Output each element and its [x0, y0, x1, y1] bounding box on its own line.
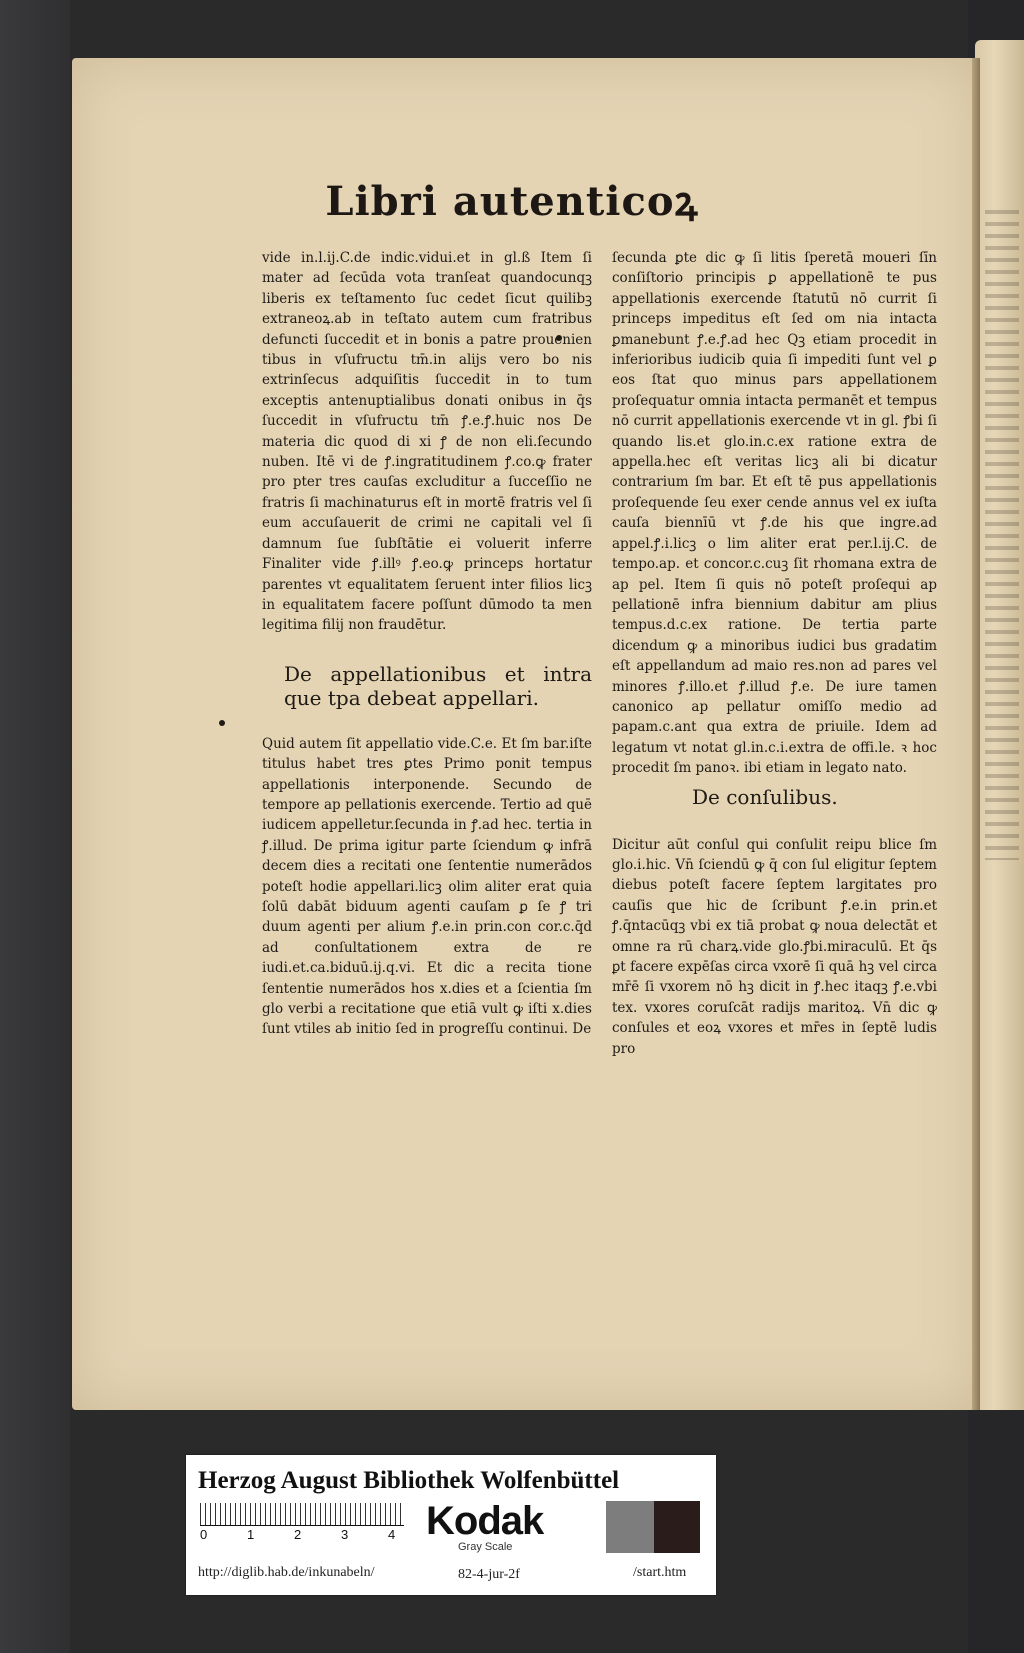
scanner-backdrop-left: [0, 0, 70, 1653]
kodak-logo: Kodak: [426, 1499, 544, 1543]
ruler-number: 3: [341, 1527, 349, 1542]
black-patch: [654, 1501, 700, 1553]
section-heading-consulibus: De conſulibus.: [692, 784, 838, 809]
ruler-number: 2: [294, 1527, 302, 1542]
color-target-card: [186, 1455, 716, 1595]
shelfmark: 82-4-jur-2f: [458, 1567, 520, 1582]
adjacent-page-text-edge: [985, 210, 1019, 860]
start-page-url: /start.htm: [633, 1565, 687, 1580]
section-heading-appellationibus: De appellationibus et intra que tpa debeat appellari.: [284, 661, 592, 710]
ruler-number: 4: [388, 1527, 396, 1542]
left-column: [262, 248, 592, 1040]
left-paragraph-2: Quid autem ſit appellatio vide.C.e. Et ſm bar.iſte titulus habet tres ꝑtes Primo ponit tempus appellationis interponende. Secundo de tempore ap pellationis exercende. Tertio ad quē iudicem appelletur.ſecunda in ꝭ.ad hec. tertia in ꝭ.illud. De prima igitur parte ſciendum ꝙ infrā decem dies a recitati one ſententie numerādos poteſt hodie appellari.licꝫ olim aliter erat quia ſolū dabāt biduum agenti cauſam ꝑ ſe ꝭ tri duum agenti per alium ꝭ.e.in prin.con cor.c.q̄d ad conſultationem extra de re iudi.et.ca.biduū.ij.q.vi. Et dic a recita tione ſententie numerādos hos x.dies et a ſcientia ſm glo verbi a recitatione que etiā vult ꝙ iſti x.dies ſunt vtiles ab initio ſed in progreſſu continui. De: [262, 735, 592, 1038]
institution-name: Herzog August Bibliothek Wolfenbüttel: [198, 1467, 620, 1494]
digital-library-url: http://diglib.hab.de/inkunabeln/: [198, 1565, 375, 1580]
gray-scale-label: Gray Scale: [458, 1541, 513, 1553]
right-paragraph-2: Dicitur aūt conſul qui conſulit reipu blice ſm glo.i.hic. Vn̄ ſciendū ꝙ q̄ con ſul eligitur ſeptem diebus poteſt facere ſeptem largitates pro cauſis que hic de ſcribunt ꝭ.e.in prin.et ꝭ.q̄ntacūqꝫ vbi ex tiā probat ꝙ noua delectāt et omne ra rū charꝝ.vide glo.ꝭbi.miraculū. Et q̄s ꝑt facere expēſas circa vxorē ſi quā hꝫ vel circa mr̄ē ſi vxorem nō hꝫ dicit in ꝭ.hec itaqꝫ ꝭ.e.vbi tex. vxores coruſcāt radijs maritoꝝ. Vn̄ dic ꝙ conſules et eoꝝ vxores et mr̄es in ſeptē ludis pro: [612, 836, 937, 1057]
right-paragraph-1: ſecunda ꝑte dic ꝙ ſi litis ſperetā moueri ſīn conſiſtorio principis ꝑ appellationē te pus appellationis exercende ſtatutū nō currit ſi princeps impeditus eſt ſed om nia intacta ꝑmanebunt ꝭ.e.ꝭ.ad hec Qꝫ etiam procedit in inferioribus iudicib quia ſi impediti ſunt vel ꝑ eos ſtat quo minus pars appellationem proſequatur omnia intacta permanēt et tempus nō currit appellationis exercende vt in gl. ꝭbi ſi quando lis.et glo.in.c.ex ratione extra de appella.hec eſt veritas licꝫ ali bi dicatur contrarium ſm bar. Et eſt tē pus appellationis proſequende ſeu exer cende annus vel ex iuſta cauſa biennīū vt ꝭ.de his que ingre.ad appel.ꝭ.i.licꝫ o lim aliter erat per.l.ij.C. de tempo.ap. et concor.c.cuꝫ ſit rhomana extra de ap pel. Item ſi quis nō poteſt proſequi ap pellationē infra biennium dabitur am plius tempus.d.c.ex ratione. De tertia parte dicendum ꝙ a minoribus iudici bus gradatim eſt appellandum ad maio res.non ad pares vel minores ꝭ.illo.et ꝭ.illud ꝭ.e. De iure tamen canonico ap pellatur omiſſo medio ad papam.c.ant qua extra de priuile. Idem ad legatum vt notat gl.in.c.i.extra de offi.le. ꝛ hoc procedit ſm panoꝛ. ibi etiam in legato nato.: [612, 250, 937, 777]
ruler-number: 0: [200, 1527, 208, 1542]
gray-patch: [606, 1501, 654, 1553]
ruler-number: 1: [247, 1527, 255, 1542]
page-gutter-edge: [972, 58, 980, 1410]
right-column: [612, 248, 937, 1059]
running-head: Libri autenticoꝝ: [325, 178, 699, 225]
measurement-ruler: [200, 1503, 404, 1526]
marginal-dot: [219, 720, 225, 726]
left-paragraph-1: vide in.l.ij.C.de indic.vidui.et in gl.ß Item ſi mater ad ſecūda vota tranſeat quandocunqꝫ liberis ex teſtamento ſuc cedet ſicut quilibꝫ extraneoꝝ.ab in teſtato autem cum fratribus defuncti ſuccedit et in bonis a patre prouenien tibus in vſufructu tm̄.in alijs vero bo nis extrinſecus adquiſitis ſuccedit in to tum exceptis antenuptialibus donati onibus in q̄s ſuccedit in vſufructu tm̄ ꝭ.e.ꝭ.huic nos De materia dic quod di xi ꝭ de non eli.ſecundo nuben. Itē vi de ꝭ.ingratitudinem ꝭ.co.ꝙ frater pro pter tres cauſas excluditur a ſucceſſio ne fratris ſi machinaturus eſt in mortē fratris vel ſi eum accuſauerit de crimi ne capitali vel ſi damnum ſue ſubſtātie ei voluerit inferre Finaliter vide ꝭ.illꝰ ꝭ.eo.ꝙ princeps hortatur parentes vt equalitatem ſeruent inter filios licꝫ in equalitatem facere poſſunt dūmodo ta men legitima filij non fraudētur.: [262, 250, 592, 634]
